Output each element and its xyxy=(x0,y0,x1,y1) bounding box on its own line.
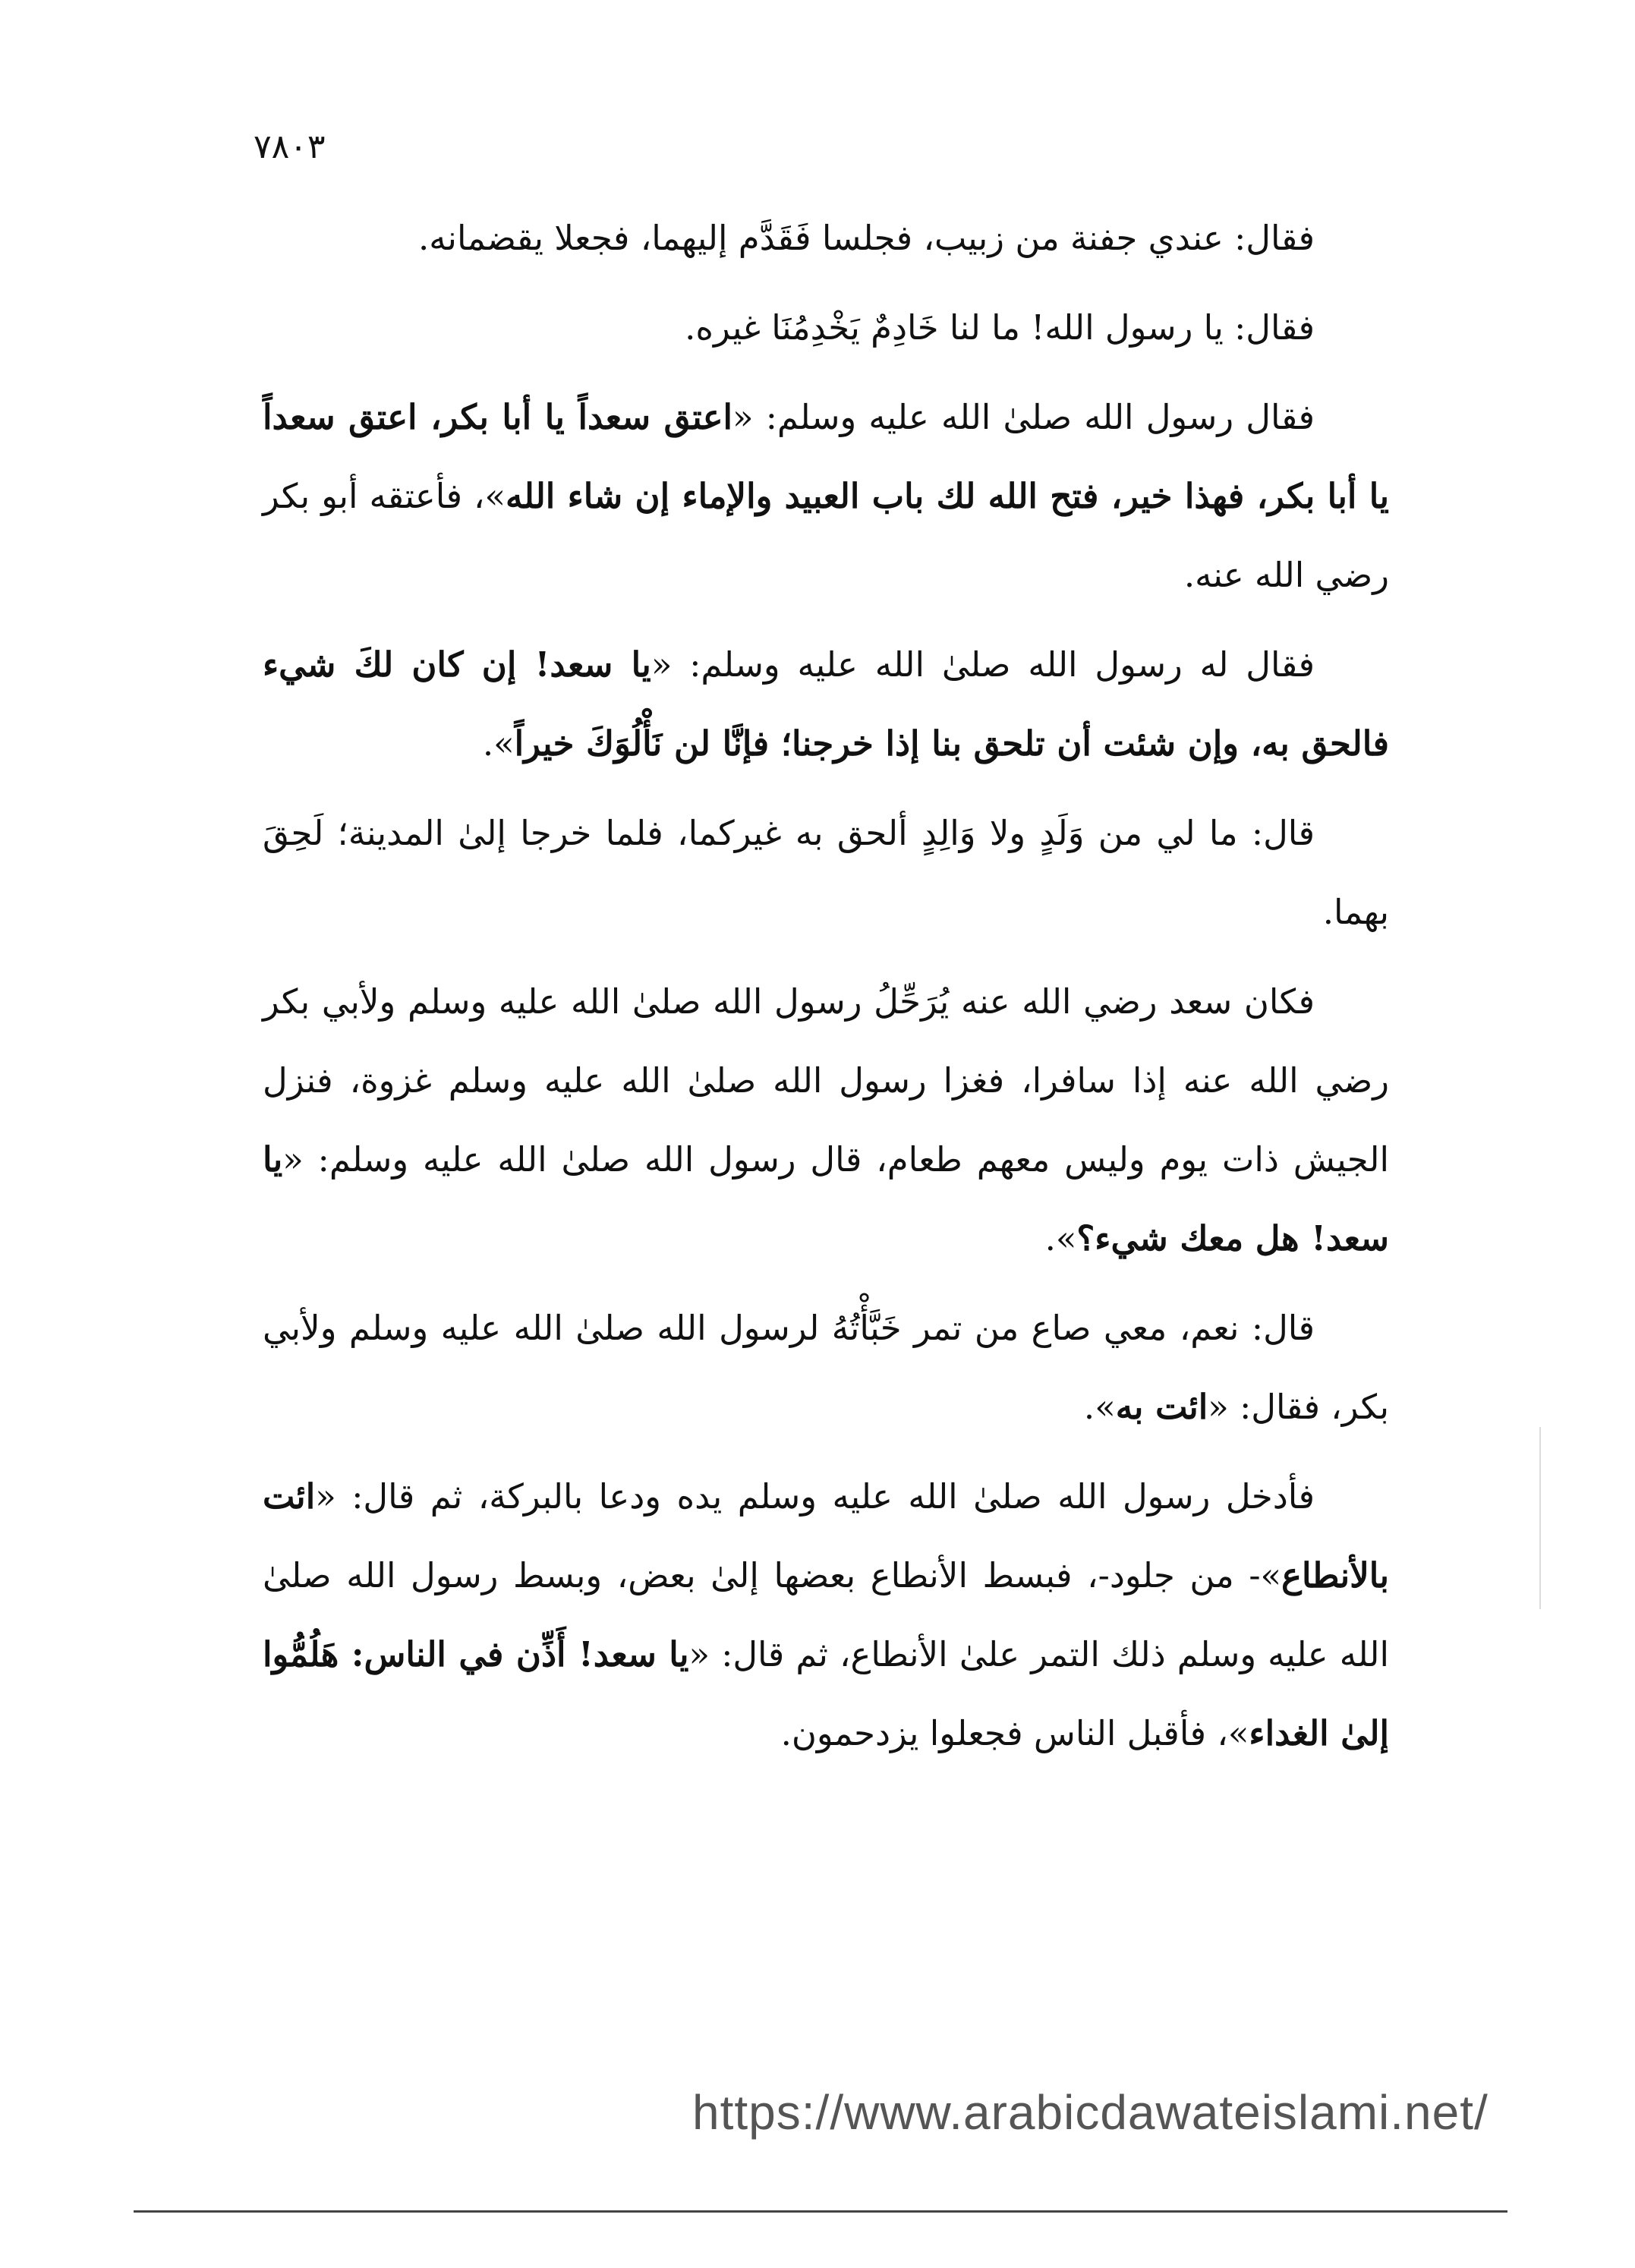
paragraph-1 xyxy=(263,199,1389,278)
paragraph-4-bold-quote: يا سعد! إن كان لكَ شيء فالحق به، وإن شئت أن تلحق بنا إذا خرجنا؛ فإنَّا لن نَأْلُوَكَ خيراً xyxy=(263,644,1389,764)
paragraph-5-text: قال: ما لي من وَلَدٍ ولا وَالِدٍ ألحق به غيركما، فلما خرجا إلىٰ المدينة؛ لَحِقَ بهما. xyxy=(263,813,1389,932)
paragraph-3 xyxy=(263,378,1389,615)
bottom-rule xyxy=(134,2210,1507,2213)
paragraph-2-text: فقال: يا رسول الله! ما لنا خَادِمٌ يَخْدِمُنَا غيره. xyxy=(685,307,1315,348)
paragraph-8-text-c: »، فأقبل الناس فجعلوا يزدحمون. xyxy=(780,1713,1249,1753)
paragraph-8-text-a: فأدخل رسول الله صلىٰ الله عليه وسلم يده ودعا بالبركة، ثم قال: « xyxy=(315,1476,1315,1517)
paragraph-3-text-a: فقال رسول الله صلىٰ الله عليه وسلم: « xyxy=(732,397,1315,437)
paragraph-7-text-b: ». xyxy=(1083,1387,1116,1427)
paragraph-1-text: فقال: عندي جفنة من زبيب، فجلسا فَقَدَّم إليهما، فجعلا يقضمانه. xyxy=(417,218,1315,258)
paragraph-6 xyxy=(263,962,1389,1278)
paragraph-2 xyxy=(263,288,1389,367)
paragraph-8-bold-quote-2: يا سعد! أَذِّن في الناس: هَلُمُّوا إلىٰ الغداء xyxy=(263,1634,1389,1753)
paragraph-3-text-b: »، فأعتقه أبو بكر رضي الله عنه. xyxy=(263,476,1389,595)
paragraph-6-text-b: ». xyxy=(1044,1218,1077,1258)
paragraph-3-bold-quote: اعتق سعداً يا أبا بكر، اعتق سعداً يا أبا بكر، فهذا خير، فتح الله لك باب العبيد والإماء إن شاء الله xyxy=(263,397,1389,516)
paragraph-8-bold-quote-1: ائت بالأنطاع xyxy=(263,1476,1389,1595)
paragraph-5 xyxy=(263,794,1389,952)
paragraph-7-bold-quote: ائت به xyxy=(1115,1387,1208,1427)
page-number: ٣٠٨٧ xyxy=(254,128,326,166)
watermark-url: https://www.arabicdawateislami.net/ xyxy=(692,2085,1489,2140)
paragraph-7-text-a: قال: نعم، معي صاع من تمر خَبَّأْتُهُ لرسول الله صلىٰ الله عليه وسلم ولأبي بكر، فقال: « xyxy=(263,1308,1389,1427)
paragraph-6-bold-quote: يا سعد! هل معك شيء؟ xyxy=(263,1139,1389,1258)
paragraph-8 xyxy=(263,1457,1389,1773)
paragraph-6-text-a: فكان سعد رضي الله عنه يُرَحِّلُ رسول الله صلىٰ الله عليه وسلم ولأبي بكر رضي الله عنه إذا سافرا، فغزا رسول الله صلىٰ الله عليه وسلم غزوة، فنزل الجيش ذات يوم وليس معهم طعام، قال رسول الله صلىٰ الله عليه وسلم: « xyxy=(263,981,1389,1180)
paragraph-7 xyxy=(263,1289,1389,1447)
paragraph-4-text-b: ». xyxy=(482,723,515,764)
body-text xyxy=(263,199,1389,1784)
paragraph-8-text-b: »- من جلود-، فبسط الأنطاع بعضها إلىٰ بعض، وبسط رسول الله صلىٰ الله عليه وسلم ذلك التمر علىٰ الأنطاع، ثم قال: « xyxy=(263,1555,1389,1674)
paragraph-4-text-a: فقال له رسول الله صلىٰ الله عليه وسلم: « xyxy=(651,644,1315,685)
scan-margin-mark xyxy=(1539,1427,1541,1609)
paragraph-4 xyxy=(263,625,1389,783)
